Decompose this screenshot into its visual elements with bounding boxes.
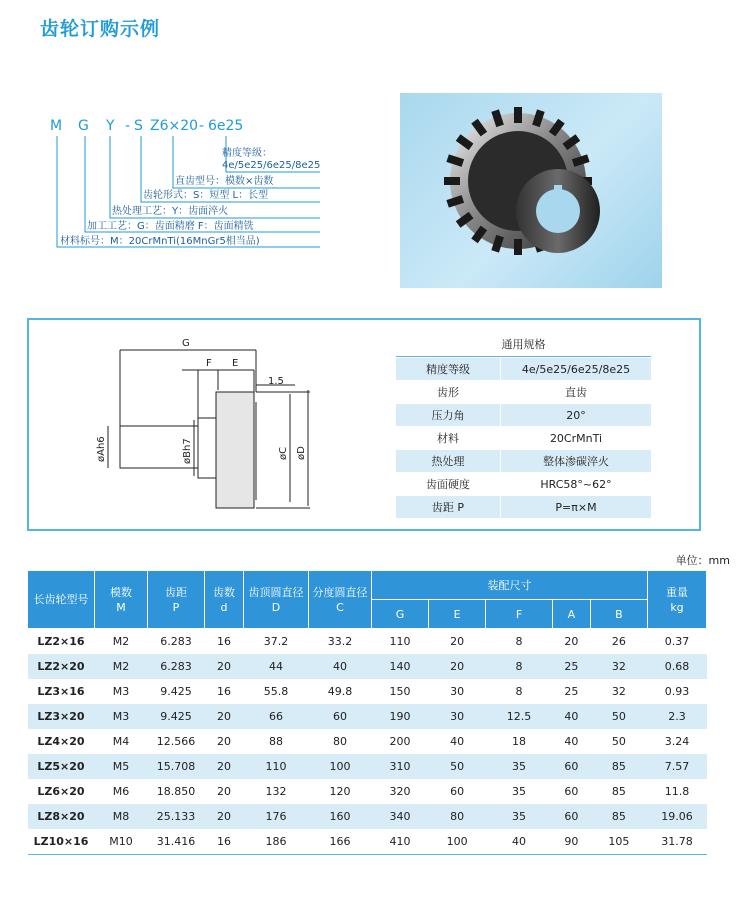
annot-heat: 热处理工艺：Y：齿面淬火 — [112, 206, 229, 217]
th-model: 长齿轮型号 — [28, 571, 95, 629]
spec-table — [395, 332, 652, 519]
spec-row: 热处理 整体渗碳淬火 — [396, 450, 652, 473]
gear-image-icon — [400, 93, 662, 288]
code-seg-size: Z6×20 — [150, 118, 199, 134]
table-row: LZ4×20 M4 12.566 20 88 80 200 40 18 40 50 3.24 — [28, 729, 707, 754]
page-title: 齿轮订购示例 — [40, 18, 161, 40]
spec-row: 精度等级 4e/5e25/6e25/8e25 — [396, 358, 652, 381]
annot-grade-label: 精度等级： — [222, 148, 272, 159]
table-row: LZ3×20 M3 9.425 20 66 60 190 30 12.5 40 50 2.3 — [28, 704, 707, 729]
code-seg-dash1: - — [125, 118, 131, 134]
table-row: LZ2×20 M2 6.283 20 44 40 140 20 8 25 32 0.68 — [28, 654, 707, 679]
annot-size: 直齿型号：模数×齿数 — [175, 176, 274, 187]
order-code-diagram — [0, 0, 380, 290]
table-row: LZ8×20 M8 25.133 20 176 160 340 80 35 60 85 19.06 — [28, 804, 707, 829]
th-pitch: 齿距 P — [148, 571, 205, 629]
th-teeth: 齿数 d — [205, 571, 244, 629]
spec-row: 齿形 直齿 — [396, 381, 652, 404]
table-row: LZ2×16 M2 6.283 16 37.2 33.2 110 20 8 20 26 0.37 — [28, 629, 707, 655]
spec-row: 齿面硬度 HRC58°~62° — [396, 473, 652, 496]
code-seg-process: G — [78, 118, 89, 134]
annot-process: 加工工艺：G：齿面精磨 F：齿面精铣 — [87, 221, 254, 232]
th-weight: 重量 kg — [648, 571, 707, 629]
dim-g: G — [182, 338, 190, 349]
annot-grade-values: 4e/5e25/6e25/8e25 — [222, 160, 321, 171]
dim-e: E — [232, 358, 239, 369]
th-f: F — [486, 600, 553, 629]
annot-form: 齿轮形式：S：短型 L：长型 — [143, 190, 269, 201]
th-e: E — [429, 600, 486, 629]
table-row: LZ10×16 M10 31.416 16 186 166 410 100 40 90 105 31.78 — [28, 829, 707, 855]
dim-f: F — [206, 358, 212, 369]
spec-row: 齿距 P P=π×M — [396, 496, 652, 519]
table-row: LZ5×20 M5 15.708 20 110 100 310 50 35 60 85 7.57 — [28, 754, 707, 779]
th-a: A — [552, 600, 590, 629]
table-row: LZ6×20 M6 18.850 20 132 120 320 60 35 60 85 11.8 — [28, 779, 707, 804]
annot-material: 材料标号：M：20CrMnTi(16MnGr5相当品) — [60, 236, 260, 247]
spec-row: 压力角 20° — [396, 404, 652, 427]
th-g: G — [372, 600, 429, 629]
spec-caption: 通用规格 — [396, 333, 652, 356]
shaft-drawing — [60, 330, 360, 525]
gear-table — [27, 570, 707, 855]
th-b: B — [590, 600, 647, 629]
code-seg-dash2: - — [199, 118, 205, 134]
th-assembly: 装配尺寸 — [372, 571, 648, 600]
table-row: LZ3×16 M3 9.425 16 55.8 49.8 150 30 8 25 32 0.93 — [28, 679, 707, 704]
dim-a: øAh6 — [96, 436, 107, 462]
th-tip: 齿顶圆直径 D — [244, 571, 309, 629]
spec-row: 材料 20CrMnTi — [396, 427, 652, 450]
dim-d: øD — [296, 446, 307, 460]
unit-label: 单位：mm — [675, 554, 730, 567]
dim-c: øC — [278, 446, 289, 460]
th-pitchdia: 分度圆直径 C — [309, 571, 372, 629]
th-module: 模数 M — [95, 571, 148, 629]
code-seg-form: S — [134, 118, 143, 134]
code-seg-grade: 6e25 — [208, 118, 244, 134]
code-seg-material: M — [50, 118, 63, 134]
dim-chamfer: 1.5 — [268, 376, 284, 387]
dim-b: øBh7 — [182, 438, 193, 464]
code-seg-heat: Y — [106, 118, 115, 134]
gear-photo — [400, 93, 662, 288]
